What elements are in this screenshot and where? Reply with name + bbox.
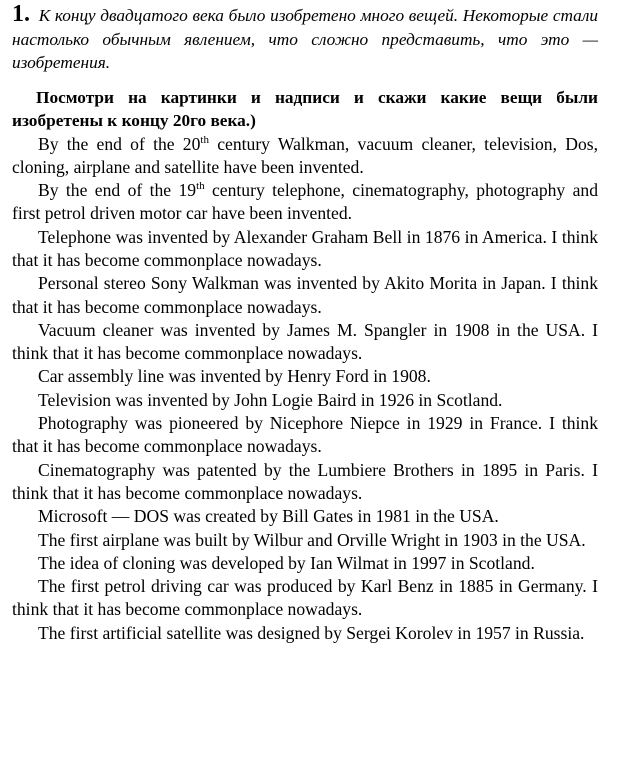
paragraph-assembly-line: Car assembly line was invented by Henry Ford in 1908. bbox=[38, 366, 431, 387]
instruction-text: Посмотри на картинки и надписи и скажи какие вещи были изобретены к концу 20го века.) bbox=[12, 87, 598, 130]
task-header bbox=[12, 3, 598, 75]
paragraph-cloning: The idea of cloning was developed by Ian Wilmat in 1997 in Scotland. bbox=[38, 552, 535, 573]
task-text: К концу двадцатого века было изобретено много вещей. Некоторые стали настолько обычным явлением, что сложно представить, что это — изобретения. bbox=[12, 6, 598, 72]
intro-paragraph-1 bbox=[12, 133, 598, 180]
document-page bbox=[12, 3, 598, 645]
intro-2-sup: th bbox=[196, 180, 205, 193]
intro-1-sup: th bbox=[200, 133, 209, 146]
paragraph-television: Television was invented by John Logie Baird in 1926 in Scotland. bbox=[38, 389, 503, 410]
paragraph-cinematography: Cinematography was patented by the Lumbiere Brothers in 1895 in Paris. I think that it has become commonplace nowadays. bbox=[12, 459, 598, 503]
paragraph-photography: Photography was pioneered by Nicephore Niepce in 1929 in France. I think that it has become commonplace nowadays. bbox=[12, 413, 598, 457]
intro-2-after: century telephone, cinematography, photography and first petrol driven motor car have been invented. bbox=[12, 180, 598, 224]
intro-1-after: century Walkman, vacuum cleaner, television, Dos, cloning, airplane and satellite have been invented. bbox=[12, 133, 598, 177]
paragraph-telephone: Telephone was invented by Alexander Graham Bell in 1876 in America. I think that it has become commonplace nowadays. bbox=[12, 226, 598, 270]
paragraph-satellite: The first artificial satellite was designed by Sergei Korolev in 1957 in Russia. bbox=[38, 622, 585, 643]
paragraph-petrol-car: The first petrol driving car was produced by Karl Benz in 1885 in Germany. I think that it has become commonplace nowadays. bbox=[12, 576, 598, 620]
intro-2-before: By the end of the 19 bbox=[38, 180, 197, 201]
paragraph-vacuum-cleaner: Vacuum cleaner was invented by James M. Spangler in 1908 in the USA. I think that it has become commonplace nowadays. bbox=[12, 319, 598, 364]
paragraph-airplane: The first airplane was built by Wilbur and Orville Wright in 1903 in the USA. bbox=[38, 529, 586, 550]
intro-paragraph-2 bbox=[12, 179, 598, 226]
paragraph-dos: Microsoft — DOS was created by Bill Gates in 1981 in the USA. bbox=[38, 506, 499, 527]
paragraph-walkman: Personal stereo Sony Walkman was invented by Akito Morita in Japan. I think that it has become commonplace nowadays. bbox=[12, 273, 598, 317]
intro-1-before: By the end of the 20 bbox=[38, 133, 201, 154]
task-number: 1. bbox=[12, 1, 30, 27]
